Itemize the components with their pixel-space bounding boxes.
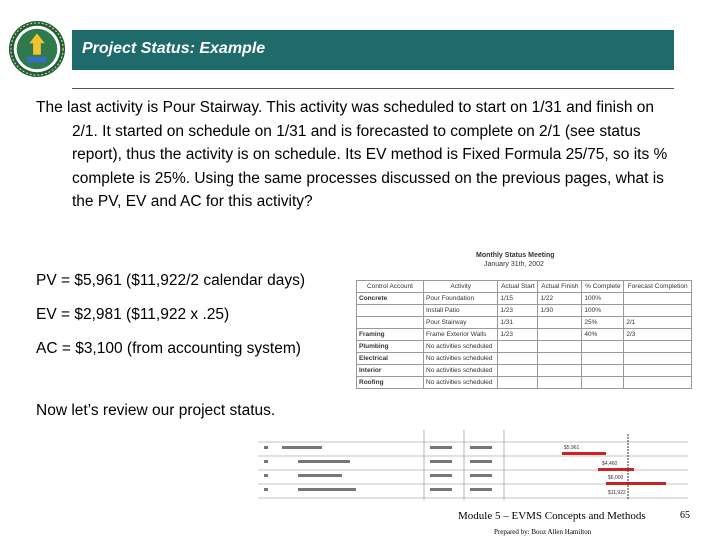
table-row [357, 341, 692, 353]
gantt-chart-snippet [258, 430, 688, 502]
cell-start [498, 341, 538, 353]
title-bar [72, 30, 674, 70]
cell-finish [538, 317, 582, 329]
table-row [357, 353, 692, 365]
footer-module: Module 5 – EVMS Concepts and Methods [458, 510, 646, 522]
cell-account: Interior [357, 365, 424, 377]
cell-account: Electrical [357, 353, 424, 365]
cell-finish: 1/30 [538, 305, 582, 317]
cell-account [357, 317, 424, 329]
cell-pct: 100% [582, 293, 624, 305]
gantt-bar [562, 452, 606, 455]
cell-start: 1/15 [498, 293, 538, 305]
slide-title: Project Status: Example [82, 40, 266, 57]
cell-finish: 1/22 [538, 293, 582, 305]
cell-activity: Pour Stairway [424, 317, 498, 329]
col-header: Actual Finish [538, 281, 582, 293]
cell-pct [582, 365, 624, 377]
col-header: Forecast Completion [624, 281, 692, 293]
col-header: Actual Start [498, 281, 538, 293]
table-row [357, 305, 692, 317]
cell-pct [582, 353, 624, 365]
cell-account: Concrete [357, 293, 424, 305]
cell-start [498, 365, 538, 377]
cell-pct: 25% [582, 317, 624, 329]
cell-account: Roofing [357, 377, 424, 389]
paragraph-text: The last activity is Pour Stairway. This activity was scheduled to start on 1/31 and finish on 2/1. It started on schedule on 1/31 and is forecasted to complete on 2/1 (see status report), thus the activity is on schedule. Its EV method is Fixed Formula 25/75, so its % complete is 25%. Using the same processes discussed on the previous pages, what is the PV, EV and AC for this activity? [36, 99, 668, 210]
gantt-label: $4,460 [602, 461, 618, 467]
cell-activity: No activities scheduled [424, 377, 498, 389]
table-row [357, 293, 692, 305]
cell-start [498, 377, 538, 389]
cell-activity: Pour Foundation [424, 293, 498, 305]
cell-forecast: 2/1 [624, 317, 692, 329]
cell-activity: Install Patio [424, 305, 498, 317]
col-header: Control Account [357, 281, 424, 293]
cell-pct: 100% [582, 305, 624, 317]
cell-forecast [624, 365, 692, 377]
cell-start: 1/31 [498, 317, 538, 329]
cell-start: 1/23 [498, 305, 538, 317]
cell-finish [538, 353, 582, 365]
cell-forecast: 2/3 [624, 329, 692, 341]
table-row [357, 365, 692, 377]
cell-finish [538, 377, 582, 389]
cell-forecast [624, 341, 692, 353]
cell-activity: No activities scheduled [424, 353, 498, 365]
ev-line: EV = $2,981 ($11,922 x .25) [36, 306, 230, 323]
cell-pct [582, 341, 624, 353]
cell-pct: 40% [582, 329, 624, 341]
report-date: January 31th, 2002 [484, 261, 544, 268]
pv-line: PV = $5,961 ($11,922/2 calendar days) [36, 272, 305, 289]
title-divider [72, 88, 674, 89]
gantt-label: $5,961 [564, 445, 580, 451]
status-table [356, 280, 692, 389]
cell-finish [538, 341, 582, 353]
gantt-bar [598, 468, 634, 471]
status-report [356, 252, 692, 424]
status-header-row [357, 281, 692, 293]
cell-start [498, 353, 538, 365]
cell-finish [538, 365, 582, 377]
footer-prepared-by: Prepared by: Booz Allen Hamilton [494, 528, 592, 536]
cell-pct [582, 377, 624, 389]
cell-account [357, 305, 424, 317]
table-row [357, 377, 692, 389]
cell-finish [538, 329, 582, 341]
cell-forecast [624, 353, 692, 365]
col-header: Activity [424, 281, 498, 293]
question-paragraph [36, 96, 676, 214]
report-title: Monthly Status Meeting [476, 252, 555, 259]
ac-line: AC = $3,100 (from accounting system) [36, 340, 301, 357]
table-row [357, 329, 692, 341]
cell-activity: Frame Exterior Walls [424, 329, 498, 341]
cell-forecast [624, 377, 692, 389]
cell-forecast [624, 293, 692, 305]
table-row [357, 317, 692, 329]
review-line: Now let’s review our project status. [36, 402, 276, 419]
col-header: % Complete [582, 281, 624, 293]
gantt-label: $6,000 [608, 475, 624, 481]
gantt-bar [606, 482, 666, 485]
cell-account: Framing [357, 329, 424, 341]
cell-account: Plumbing [357, 341, 424, 353]
gantt-label: $11,922 [608, 490, 626, 496]
cell-forecast [624, 305, 692, 317]
page-number: 65 [680, 510, 690, 521]
cell-activity: No activities scheduled [424, 365, 498, 377]
cell-start: 1/23 [498, 329, 538, 341]
cell-activity: No activities scheduled [424, 341, 498, 353]
doe-seal-logo [8, 20, 66, 78]
